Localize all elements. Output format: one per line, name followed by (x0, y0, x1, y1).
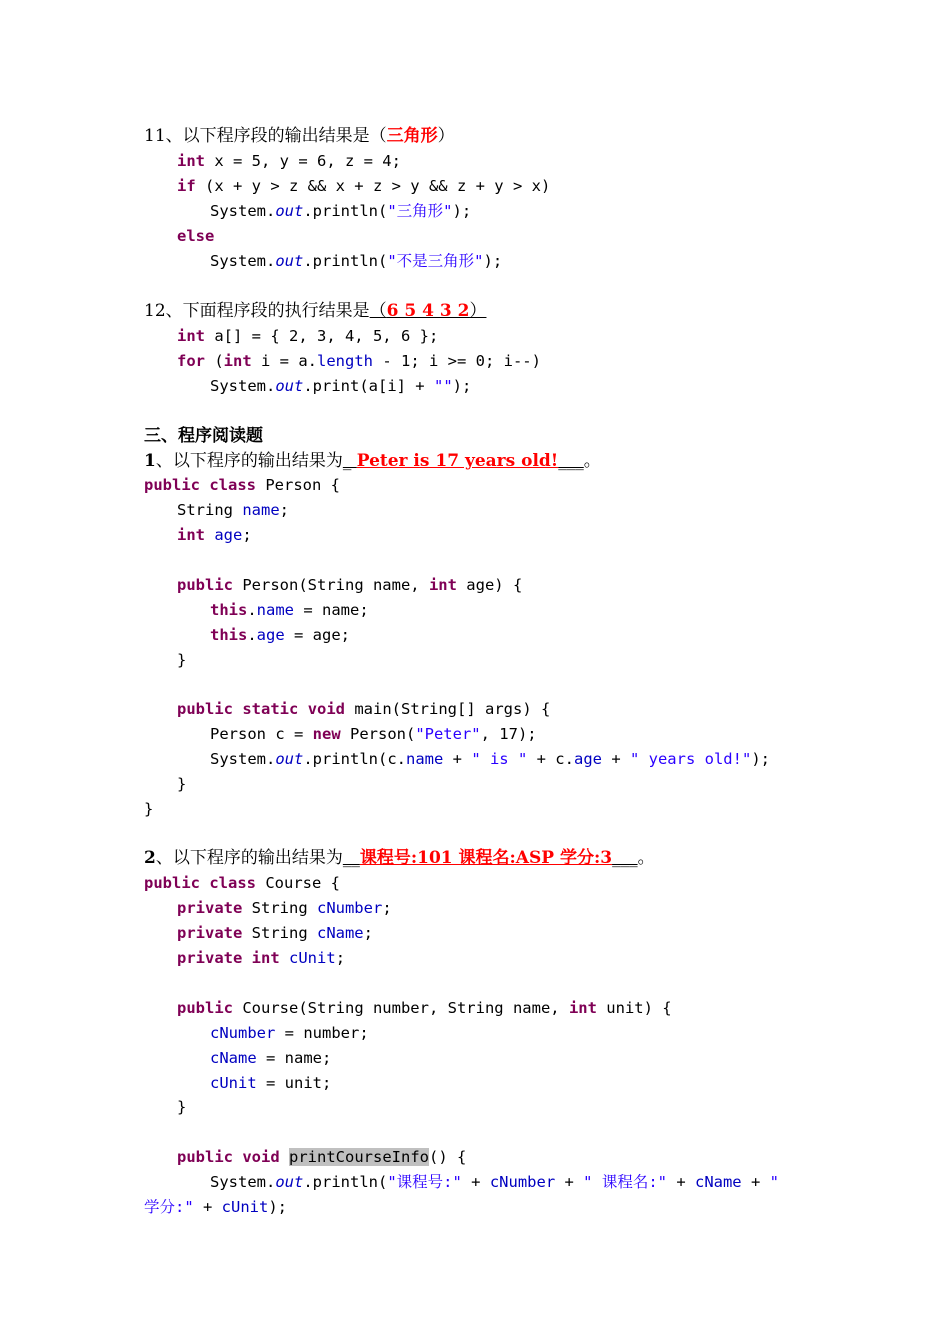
code-text: } (177, 651, 187, 669)
keyword: private (177, 899, 243, 917)
field: cName (316, 924, 364, 942)
static-field: out (275, 1173, 304, 1191)
p1-code-line (144, 797, 153, 822)
code-text: , 17); (480, 725, 537, 743)
code-text: () { (429, 1148, 467, 1166)
q11-code-line (177, 149, 401, 174)
p1-answer: Peter is 17 years old! (356, 451, 559, 471)
code-text: + (666, 1173, 695, 1191)
static-field: out (275, 750, 304, 768)
p1-code-line (210, 722, 537, 747)
p2-question (144, 846, 655, 871)
code-text: + (461, 1173, 490, 1191)
code-text: + (601, 750, 630, 768)
keyword: int (177, 327, 205, 345)
keyword: void (242, 1148, 280, 1166)
p1-code-line (177, 697, 550, 722)
code-text: String (242, 899, 317, 917)
q11-code-line (210, 199, 471, 224)
string-literal: "Peter" (415, 725, 481, 743)
q11-prompt: 、以下程序段的输出结果是（ (165, 126, 387, 146)
code-text: = name; (294, 601, 369, 619)
field: name (256, 601, 294, 619)
code-text: System. (210, 252, 276, 270)
p2-code-line (210, 1046, 331, 1071)
method-name-highlight: printCourseInfo (289, 1148, 429, 1166)
keyword: int (177, 152, 205, 170)
code-text: age) { (456, 576, 523, 594)
code-text: + (193, 1198, 222, 1216)
p1-code-line (210, 747, 770, 772)
code-text: .println( (303, 252, 388, 270)
field: length (317, 352, 373, 370)
p2-code-line (177, 996, 672, 1021)
string-literal: "三角形" (387, 202, 453, 220)
keyword: void (307, 700, 346, 718)
string-literal: "" (433, 377, 453, 395)
code-text: x = 5, y = 6, z = 4; (205, 152, 401, 170)
static-field: out (275, 377, 304, 395)
string-literal: " (769, 1173, 779, 1191)
p1-code-line (177, 772, 186, 797)
p1-code-line (177, 648, 186, 673)
p1-code-line (177, 498, 289, 523)
code-text: } (177, 1098, 187, 1116)
p1-code-line: this.name = name; (210, 601, 369, 619)
p1-code-line (144, 473, 340, 498)
keyword: private (177, 924, 243, 942)
code-text: = number; (275, 1024, 369, 1042)
keyword: public (177, 1148, 233, 1166)
keyword: if (177, 177, 196, 195)
code-text: ); (268, 1198, 288, 1216)
code-text: + (443, 750, 472, 768)
code-text: a[] = { 2, 3, 4, 5, 6 }; (205, 327, 439, 345)
keyword: this (210, 626, 248, 644)
field: age (214, 526, 243, 544)
keyword: public (144, 874, 200, 892)
static-field: out (275, 202, 304, 220)
code-text: String (242, 924, 317, 942)
code-text: - 1; i >= 0; i--) (373, 352, 541, 370)
code-text: ; (335, 949, 346, 967)
field: cUnit (221, 1198, 269, 1216)
keyword: new (312, 725, 341, 743)
q11-number: 11 (144, 126, 166, 146)
string-literal: " is " (471, 750, 528, 768)
keyword: int (568, 999, 597, 1017)
section-title: 三、程序阅读题 (144, 426, 263, 446)
keyword: static (242, 700, 299, 718)
p2-answer: 课程号:101 课程名:ASP 学分:3 (359, 848, 613, 868)
p2-code-line (210, 1071, 331, 1096)
p1-prompt: 、以下程序的输出结果为 (155, 451, 343, 471)
code-text: System. (210, 377, 276, 395)
string-literal: " years old!" (629, 750, 752, 768)
code-text: Person c = (210, 725, 313, 743)
p2-code-line (177, 921, 373, 946)
keyword: int (251, 949, 280, 967)
code-text: unit) { (596, 999, 672, 1017)
code-text: String (177, 501, 243, 519)
p2-code-line (144, 1195, 287, 1220)
field: cNumber (489, 1173, 556, 1191)
field: cUnit (210, 1074, 257, 1092)
code-text: .print(a[i] + (303, 377, 434, 395)
q12-answer: 6 5 4 3 2 (386, 301, 470, 321)
keyword: private (177, 949, 243, 967)
field: cNumber (210, 1024, 276, 1042)
q12-code-line (177, 324, 438, 349)
code-text: Person(String name, (233, 576, 429, 594)
q12-question (144, 299, 486, 324)
code-text: + (741, 1173, 770, 1191)
q12-answer-blank (370, 301, 487, 321)
string-literal: " 课程名:" (583, 1173, 667, 1191)
code-text: } (144, 800, 154, 818)
field: cName (210, 1049, 257, 1067)
p2-code-line (177, 896, 392, 921)
code-text: ); (452, 202, 472, 220)
p1-blank-before: _ (342, 451, 357, 471)
q12-close: ） (469, 301, 487, 321)
keyword: else (177, 227, 215, 245)
code-text: = unit; (256, 1074, 332, 1092)
field: name (405, 750, 444, 768)
code-text: (x + y > z && x + z > y && z + y > x) (195, 177, 551, 195)
code-text: ; (363, 924, 373, 942)
field: name (242, 501, 280, 519)
p2-code-line (210, 1021, 369, 1046)
code-text: ; (279, 501, 289, 519)
code-text: ); (452, 377, 472, 395)
string-literal: "不是三角形" (387, 252, 484, 270)
p1-code-line (177, 573, 522, 598)
q11-code-line (210, 249, 502, 274)
field: cUnit (289, 949, 336, 967)
keyword: for (177, 352, 205, 370)
string-literal: 学分:" (144, 1198, 194, 1216)
field: age (573, 750, 602, 768)
keyword: int (177, 526, 205, 544)
p1-number: 1 (144, 451, 156, 471)
code-text: Course { (256, 874, 341, 892)
keyword: int (428, 576, 457, 594)
code-text: System. (210, 1173, 276, 1191)
code-text: + (555, 1173, 584, 1191)
code-text: ; (242, 526, 252, 544)
code-text: System. (210, 750, 276, 768)
q11-question (144, 124, 455, 149)
static-field: out (275, 252, 304, 270)
p2-code-line (177, 1095, 186, 1120)
string-literal: "课程号:" (387, 1173, 462, 1191)
p1-question (144, 449, 601, 474)
p2-blank-before: __ (342, 848, 360, 868)
p2-code-line (210, 1170, 779, 1195)
keyword: int (223, 352, 252, 370)
p2-blank-after: ___ (612, 848, 638, 868)
code-text: = name; (256, 1049, 332, 1067)
keyword: public (177, 999, 233, 1017)
code-text: .println(c. (303, 750, 406, 768)
code-text: System. (210, 202, 276, 220)
code-text: i = a. (251, 352, 317, 370)
q12-open: （ (369, 301, 387, 321)
p1-blank-after: ___ (558, 451, 584, 471)
q11-close: ） (437, 126, 455, 146)
q11-code-line (177, 174, 550, 199)
p1-end: 。 (583, 451, 601, 471)
p2-code-line (177, 946, 345, 971)
code-text: ); (751, 750, 770, 768)
code-text: } (177, 775, 187, 793)
code-text: .println( (303, 1173, 388, 1191)
field: cNumber (316, 899, 383, 917)
code-text: = age; (284, 626, 350, 644)
code-text: + c. (527, 750, 574, 768)
code-text: ; (382, 899, 392, 917)
p1-code-line (177, 523, 252, 548)
p2-code-line (144, 871, 340, 896)
q11-answer: 三角形 (386, 126, 438, 146)
p2-number: 2 (144, 848, 156, 868)
q12-code-line (210, 374, 471, 399)
code-text: ( (205, 352, 224, 370)
p2-prompt: 、以下程序的输出结果为 (155, 848, 343, 868)
keyword: public (177, 700, 233, 718)
q12-number: 12 (144, 301, 166, 321)
code-text: .println( (303, 202, 388, 220)
p2-end: 。 (637, 848, 655, 868)
code-text: ); (483, 252, 503, 270)
q12-code-line (177, 349, 541, 374)
field: cName (694, 1173, 742, 1191)
keyword: class (209, 874, 257, 892)
q12-prompt: 、下面程序段的执行结果是 (165, 301, 370, 321)
code-text: Person { (256, 476, 341, 494)
keyword: this (210, 601, 248, 619)
keyword: class (209, 476, 257, 494)
q11-code-line (177, 224, 214, 249)
keyword: public (144, 476, 200, 494)
code-text: Course(String number, String name, (233, 999, 569, 1017)
code-text: main(String[] args) { (345, 700, 551, 718)
code-text: Person( (340, 725, 416, 743)
keyword: public (177, 576, 233, 594)
p2-code-line (177, 1145, 466, 1170)
p1-code-line: this.age = age; (210, 626, 350, 644)
field: age (256, 626, 285, 644)
